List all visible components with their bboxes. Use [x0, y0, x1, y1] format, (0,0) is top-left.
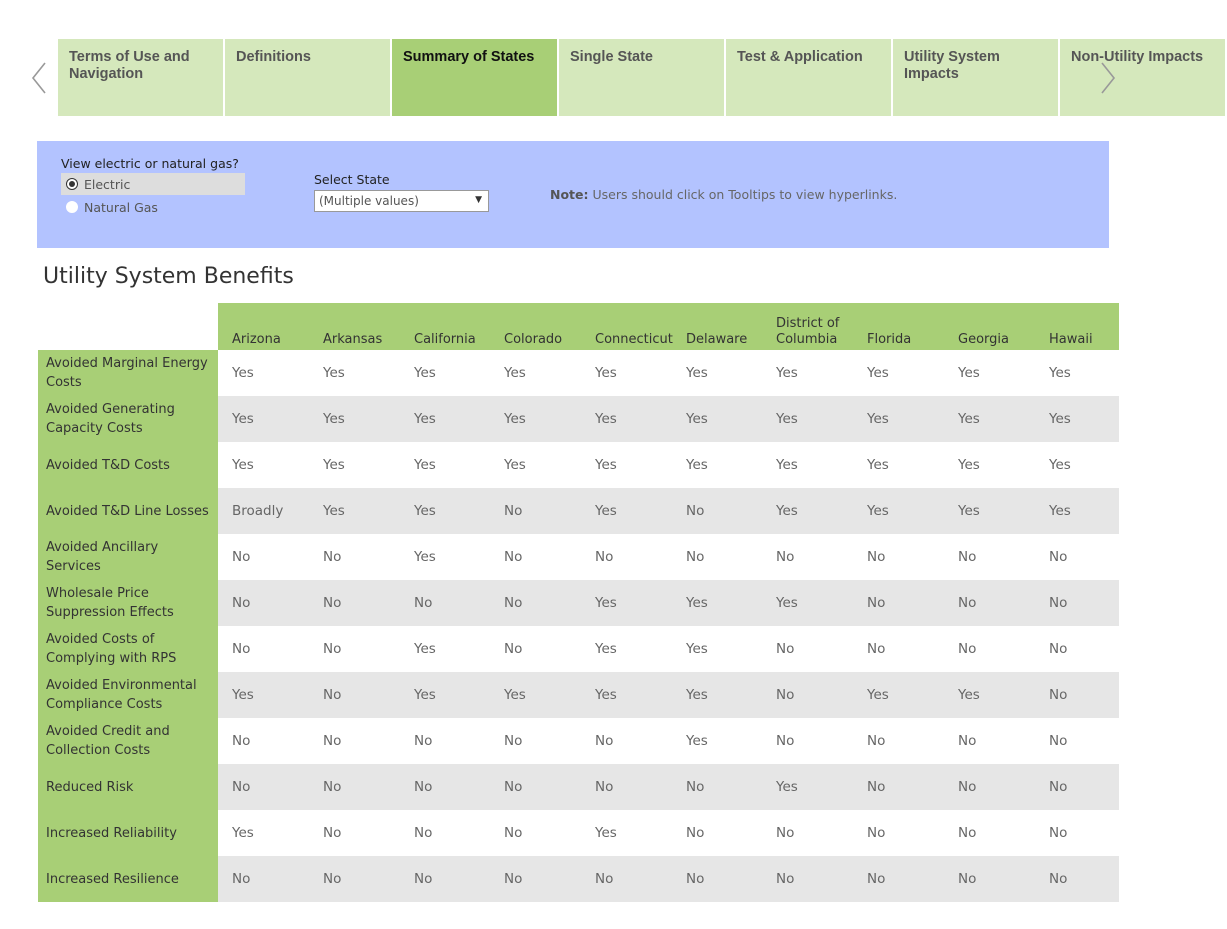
table-cell[interactable]: Yes — [776, 365, 798, 381]
row-header-label: Increased Resilience — [46, 871, 179, 887]
table-cell[interactable]: Yes — [867, 411, 889, 427]
table-cell[interactable]: No — [1049, 825, 1068, 841]
table-cell[interactable]: No — [1049, 687, 1068, 703]
table-row — [38, 856, 1119, 902]
table-cell[interactable]: No — [595, 733, 614, 749]
table-cell[interactable]: No — [323, 595, 342, 611]
row-cells — [218, 764, 1119, 810]
table-cell[interactable]: No — [414, 871, 433, 887]
table-cell[interactable]: Yes — [232, 365, 254, 381]
select-state-label: Select State — [314, 172, 390, 187]
row-cells — [218, 534, 1119, 580]
table-cell[interactable]: Yes — [504, 411, 526, 427]
row-cells — [218, 488, 1119, 534]
table-cell[interactable]: No — [323, 733, 342, 749]
row-header — [38, 626, 218, 672]
table-cell[interactable]: No — [958, 595, 977, 611]
table-cell[interactable]: Yes — [414, 457, 436, 473]
table-cell[interactable]: Yes — [867, 365, 889, 381]
table-cell[interactable]: Yes — [1049, 365, 1071, 381]
table-cell[interactable]: Yes — [414, 365, 436, 381]
table-cell[interactable]: Yes — [595, 503, 617, 519]
tab-utility-system-impacts[interactable]: Utility System Impacts — [893, 39, 1058, 116]
column-header-hawaii: Hawaii — [1049, 332, 1093, 347]
tab-strip — [58, 39, 1204, 116]
table-cell[interactable]: No — [595, 549, 614, 565]
table-cell[interactable]: Yes — [776, 411, 798, 427]
section-title: Utility System Benefits — [43, 264, 294, 289]
table-cell[interactable]: No — [414, 779, 433, 795]
table-cell[interactable]: No — [1049, 641, 1068, 657]
table-cell[interactable]: Yes — [232, 457, 254, 473]
row-header — [38, 488, 218, 534]
table-cell[interactable]: Yes — [504, 687, 526, 703]
table-cell[interactable]: Yes — [504, 457, 526, 473]
table-cell[interactable]: Yes — [414, 503, 436, 519]
table-cell[interactable]: No — [232, 641, 251, 657]
tabs-prev-button[interactable] — [28, 58, 50, 98]
table-cell[interactable]: Yes — [958, 457, 980, 473]
table-cell[interactable]: Yes — [232, 411, 254, 427]
table-cell[interactable]: No — [595, 871, 614, 887]
table-cell[interactable]: Yes — [595, 411, 617, 427]
table-cell[interactable]: No — [1049, 779, 1068, 795]
table-cell[interactable]: No — [232, 779, 251, 795]
column-header-connecticut: Connecticut — [595, 332, 673, 347]
table-row — [38, 534, 1119, 580]
table-cell[interactable]: No — [958, 549, 977, 565]
table-cell[interactable]: No — [323, 871, 342, 887]
table-cell[interactable]: No — [686, 871, 705, 887]
table-cell[interactable]: Yes — [776, 779, 798, 795]
table-cell[interactable]: Yes — [867, 687, 889, 703]
table-row — [38, 488, 1119, 534]
table-cell[interactable]: No — [686, 503, 705, 519]
row-header — [38, 672, 218, 718]
row-cells — [218, 718, 1119, 764]
table-row — [38, 580, 1119, 626]
row-header-label: Avoided Costs of Complying with RPS — [46, 632, 177, 666]
tab-single-state[interactable]: Single State — [559, 39, 724, 116]
table-row — [38, 442, 1119, 488]
row-header — [38, 350, 218, 396]
table-cell[interactable]: No — [414, 733, 433, 749]
row-header — [38, 718, 218, 764]
note-label: Note: — [550, 187, 589, 202]
table-cell[interactable]: Yes — [595, 457, 617, 473]
table-cell[interactable]: No — [1049, 549, 1068, 565]
table-cell[interactable]: No — [232, 733, 251, 749]
row-cells — [218, 856, 1119, 902]
table-cell[interactable]: Yes — [414, 687, 436, 703]
row-header-label: Avoided Environmental Compliance Costs — [46, 678, 197, 712]
tabs-next-button[interactable] — [1097, 58, 1119, 98]
table-row — [38, 810, 1119, 856]
tooltip-note — [550, 187, 897, 202]
radio-natural-gas-label: Natural Gas — [84, 199, 158, 215]
fuel-type-label: View electric or natural gas? — [61, 156, 239, 171]
table-cell[interactable]: Yes — [595, 641, 617, 657]
table-cell[interactable]: No — [958, 733, 977, 749]
table-row — [38, 626, 1119, 672]
table-cell[interactable]: Yes — [776, 595, 798, 611]
radio-unselected-icon — [66, 201, 78, 213]
table-cell[interactable]: No — [958, 779, 977, 795]
table-cell[interactable]: No — [776, 871, 795, 887]
table-cell[interactable]: No — [323, 825, 342, 841]
row-cells — [218, 350, 1119, 396]
table-row — [38, 718, 1119, 764]
table-cell[interactable]: Yes — [595, 595, 617, 611]
table-cell[interactable]: Yes — [776, 457, 798, 473]
table-cell[interactable]: No — [323, 549, 342, 565]
table-cell[interactable]: No — [867, 549, 886, 565]
table-cell[interactable]: No — [595, 779, 614, 795]
column-header-california: California — [414, 332, 476, 347]
column-header-arkansas: Arkansas — [323, 332, 383, 347]
table-cell[interactable]: Yes — [867, 503, 889, 519]
table-cell[interactable]: Yes — [1049, 457, 1071, 473]
table-cell[interactable]: Yes — [686, 595, 708, 611]
table-row — [38, 350, 1119, 396]
table-cell[interactable]: No — [232, 871, 251, 887]
table-cell[interactable]: Yes — [686, 457, 708, 473]
table-cell[interactable]: No — [867, 641, 886, 657]
table-cell[interactable]: Yes — [595, 825, 617, 841]
table-cell[interactable]: Yes — [595, 365, 617, 381]
row-header — [38, 580, 218, 626]
table-cell[interactable]: No — [1049, 871, 1068, 887]
table-cell[interactable]: Yes — [232, 687, 254, 703]
table-cell[interactable]: No — [958, 641, 977, 657]
state-select-value: (Multiple values) — [319, 194, 419, 208]
tab-test-and-application[interactable]: Test & Application — [726, 39, 891, 116]
column-header-georgia: Georgia — [958, 332, 1009, 347]
table-cell[interactable]: No — [232, 549, 251, 565]
row-cells — [218, 396, 1119, 442]
tab-non-utility-impacts[interactable]: Non-Utility Impacts — [1060, 39, 1225, 116]
tab-summary-of-states[interactable]: Summary of States — [392, 39, 557, 116]
row-cells — [218, 442, 1119, 488]
table-cell[interactable]: Yes — [1049, 503, 1071, 519]
row-header — [38, 764, 218, 810]
note-text: Users should click on Tooltips to view hyperlinks. — [588, 187, 898, 202]
table-row — [38, 672, 1119, 718]
radio-selected-icon — [66, 178, 78, 190]
radio-electric[interactable] — [61, 173, 245, 195]
table-cell[interactable]: Yes — [323, 457, 345, 473]
table-cell[interactable]: No — [504, 641, 523, 657]
table-cell[interactable]: No — [776, 733, 795, 749]
dropdown-caret-icon: ▼ — [475, 195, 482, 205]
row-header-label: Avoided Generating Capacity Costs — [46, 402, 175, 436]
table-cell[interactable]: Yes — [1049, 411, 1071, 427]
table-cell[interactable]: No — [504, 503, 523, 519]
table-cell[interactable]: No — [323, 641, 342, 657]
column-header-district-of-columbia: District of Columbia — [776, 316, 840, 347]
state-select[interactable] — [314, 190, 489, 212]
table-cell[interactable]: No — [414, 595, 433, 611]
table-cell[interactable]: No — [504, 549, 523, 565]
table-cell[interactable]: No — [504, 595, 523, 611]
table-cell[interactable]: No — [1049, 595, 1068, 611]
table-header — [218, 303, 1119, 350]
chevron-left-icon — [30, 61, 48, 95]
table-cell[interactable]: No — [504, 733, 523, 749]
table-row — [38, 764, 1119, 810]
row-header — [38, 396, 218, 442]
table-cell[interactable]: No — [867, 871, 886, 887]
table-cell[interactable]: No — [686, 549, 705, 565]
table-cell[interactable]: No — [867, 825, 886, 841]
row-cells — [218, 810, 1119, 856]
table-cell[interactable]: Yes — [323, 503, 345, 519]
row-header-label: Avoided Credit and Collection Costs — [46, 724, 170, 758]
table-cell[interactable]: Yes — [686, 641, 708, 657]
row-header-label: Wholesale Price Suppression Effects — [46, 586, 174, 620]
chevron-right-icon — [1099, 61, 1117, 95]
table-cell[interactable]: No — [867, 779, 886, 795]
column-header-florida: Florida — [867, 332, 912, 347]
table-cell[interactable]: No — [958, 825, 977, 841]
table-cell[interactable]: No — [504, 779, 523, 795]
row-header-label: Avoided Ancillary Services — [46, 540, 159, 574]
table-cell[interactable]: Yes — [414, 411, 436, 427]
table-cell[interactable]: Yes — [595, 687, 617, 703]
tab-terms-of-use-and-navigation[interactable]: Terms of Use and Navigation — [58, 39, 223, 116]
row-header-label: Avoided T&D Costs — [46, 457, 170, 473]
table-cell[interactable]: No — [958, 871, 977, 887]
table-cell[interactable]: No — [1049, 733, 1068, 749]
row-cells — [218, 580, 1119, 626]
radio-electric-label: Electric — [84, 176, 131, 192]
table-cell[interactable]: No — [504, 871, 523, 887]
table-cell[interactable]: No — [232, 595, 251, 611]
row-header — [38, 534, 218, 580]
table-cell[interactable]: No — [776, 687, 795, 703]
table-cell[interactable]: Yes — [958, 365, 980, 381]
table-cell[interactable]: Yes — [232, 825, 254, 841]
table-cell[interactable]: No — [414, 825, 433, 841]
row-header — [38, 810, 218, 856]
table-cell[interactable]: Yes — [414, 641, 436, 657]
table-cell[interactable]: No — [323, 687, 342, 703]
table-cell[interactable]: Yes — [776, 503, 798, 519]
table-cell[interactable]: Yes — [686, 411, 708, 427]
row-header-label: Reduced Risk — [46, 779, 134, 795]
table-cell[interactable]: Yes — [867, 457, 889, 473]
table-cell[interactable]: No — [504, 825, 523, 841]
row-header-label: Increased Reliability — [46, 825, 177, 841]
table-cell[interactable]: Yes — [686, 365, 708, 381]
column-header-colorado: Colorado — [504, 332, 563, 347]
table-cell[interactable]: Yes — [504, 365, 526, 381]
table-cell[interactable]: No — [686, 779, 705, 795]
column-header-arizona: Arizona — [232, 332, 281, 347]
row-header-label: Avoided T&D Line Losses — [46, 503, 209, 519]
row-header-label: Avoided Marginal Energy Costs — [46, 356, 208, 390]
table-row — [38, 396, 1119, 442]
radio-natural-gas[interactable] — [61, 196, 245, 218]
table-cell[interactable]: Yes — [958, 687, 980, 703]
table-cell[interactable]: No — [323, 779, 342, 795]
table-cell[interactable]: No — [776, 825, 795, 841]
table-cell[interactable]: No — [867, 595, 886, 611]
table-cell[interactable]: Yes — [958, 503, 980, 519]
table-cell[interactable]: Yes — [686, 687, 708, 703]
table-cell[interactable]: Yes — [414, 549, 436, 565]
row-header — [38, 856, 218, 902]
table-cell[interactable]: No — [776, 549, 795, 565]
row-header — [38, 442, 218, 488]
table-cell[interactable]: Yes — [323, 365, 345, 381]
table-cell[interactable]: Broadly — [232, 503, 284, 519]
row-cells — [218, 626, 1119, 672]
table-cell[interactable]: Yes — [323, 411, 345, 427]
column-header-delaware: Delaware — [686, 332, 748, 347]
row-cells — [218, 672, 1119, 718]
table-cell[interactable]: No — [776, 641, 795, 657]
table-cell[interactable]: Yes — [686, 733, 708, 749]
filter-panel — [37, 141, 1109, 248]
table-cell[interactable]: No — [686, 825, 705, 841]
table-cell[interactable]: Yes — [958, 411, 980, 427]
tab-definitions[interactable]: Definitions — [225, 39, 390, 116]
table-cell[interactable]: No — [867, 733, 886, 749]
